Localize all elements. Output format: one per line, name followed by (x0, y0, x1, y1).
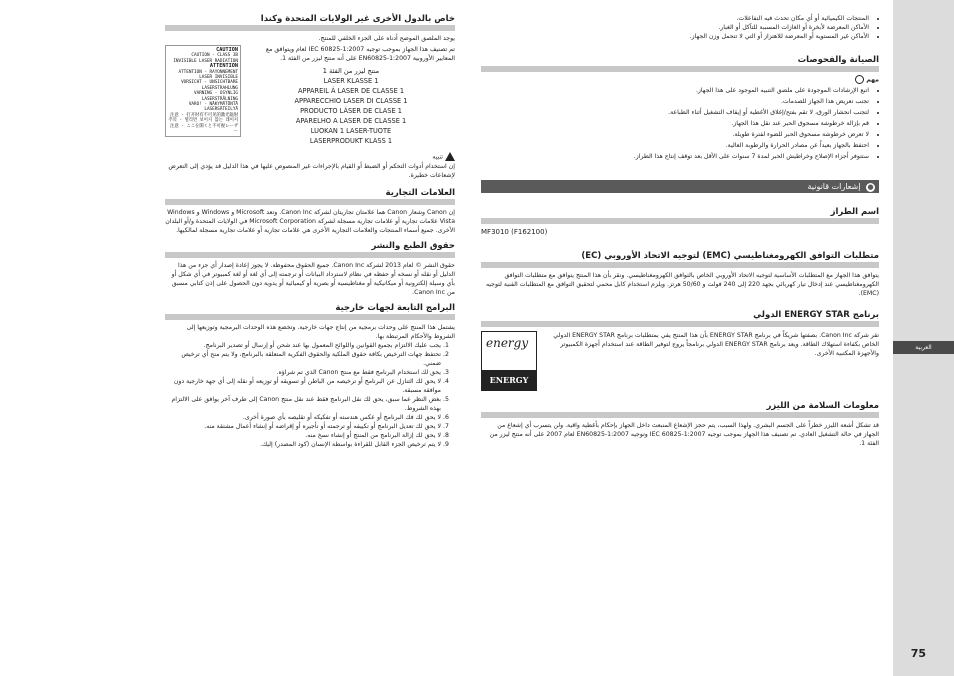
list-item: • الأماكن المعرضة لأبخرة أو الغازات المسببة للتآكل أو الغبار. (481, 23, 869, 32)
laser-class-item: منتج ليزر من الفئة 1 (322, 67, 380, 75)
model-value: MF3010 (F162100) (481, 227, 548, 236)
model-heading: اسم الطراز (830, 206, 879, 217)
laser-warning-label (165, 45, 241, 137)
energy-heading: برنامج ENERGY STAR الدولي (753, 309, 879, 320)
right-column (481, 14, 879, 448)
list-item: • تجنب تعريض هذا الجهاز للصدمات. (481, 96, 869, 107)
left-column (165, 14, 455, 449)
list-item: 3. يحق لك استخدام البرنامج فقط مع منتج Canon الذي تم شراؤه. (165, 368, 441, 377)
legal-notices-title: إشعارات قانونية (807, 181, 861, 191)
list-item: • قم بإزالة خرطوشة مسحوق الحبر عند نقل هذا الجهاز. (481, 118, 869, 129)
list-item: 8. لا يحق لك إزالة البرنامج من المنتج أو إنشاء نسخ منه. (165, 431, 441, 440)
list-item: • لا تعرض خرطوشة مسحوق الحبر للضوء لفترة طويلة. (481, 129, 869, 140)
thirdparty-intro: يشتمل هذا المنتج على وحدات برمجية من إنتاج جهات خارجية. وتخضع هذه الوحدات البرمجية وتوزيعها إلى الشروط والأحكام المرتبطة بها. (186, 323, 455, 340)
warning-block (165, 152, 455, 162)
laser-heading: خاص بالدول الأخرى غير الولايات المتحدة وكندا (260, 14, 455, 24)
list-item: 1. يجب عليك الالتزام بجميع القوانين واللوائح المعمول بها عند شحن أو إرسال أو تصدير البرنامج. (165, 341, 441, 350)
energy-star-logo (481, 331, 537, 405)
label-line: ATTENTION - RAYONNEMENT LASER INVISIBLE (178, 69, 238, 81)
section-rule (165, 25, 455, 31)
energy-text: تقر شركة Canon Inc. بصفتها شريكاً في برنامج ENERGY STAR بأن هذا المنتج يفي بمتطلبات برنامج ENERGY STAR الدولي الخاص بكفاءة استهلاك الطاقة. ويعد برنامج ENERGY STAR الدولي برنامجاً يروج لتوفير الطاقة عند استخدام أجهزة الكمبيوتر والأجهزة المكتبية الأخرى. (553, 331, 879, 357)
sidebar (893, 0, 954, 676)
top-bullets (481, 14, 879, 41)
label-line: 注意 - ここを開くと不可視レーザー (170, 123, 238, 135)
thirdparty-list (165, 341, 455, 449)
list-item: • احتفظ بالجهاز بعيداً عن مصادر الحرارة والرطوبة العالية. (481, 140, 869, 151)
label-line: VORSICHT - UNSICHTBARE LASERSTRAHLUNG (181, 80, 238, 91)
legal-notices-bar (481, 180, 879, 193)
list-item: 7. لا يحق لك تعديل البرنامج أو تكييفه أو ترجمته أو تأجيره أو إقراضه أو إنشاء أعمال مشتقة منه. (165, 422, 441, 431)
warning-text: إن استخدام أدوات التحكم أو الضبط أو القيام بالإجراءات غير المنصوص عليها في هذا الدليل قد يؤدي إلى التعرض لإشعاعات خطيرة. (168, 162, 455, 179)
label-line: CAUTION - CLASS 3B INVISIBLE LASER RADIATION (173, 53, 238, 64)
label-title: ATTENTION (209, 63, 238, 70)
list-item: 4. لا يحق لك التنازل عن البرنامج أو ترخيصه من الباطن أو تسويقه أو توزيعه أو نقله إلى أي جهة خارجية دون موافقة مسبقة. (165, 377, 441, 395)
label-title: CAUTION (216, 47, 238, 53)
section-rule (481, 66, 879, 72)
copyright-heading: حقوق الطبع والنشر (371, 240, 455, 251)
laser-text: تم تصنيف هذا الجهاز بموجب توجيه IEC 60825-1:2007 لعام ويتوافق مع المعايير الأوروبية EN60825-1:2007 على أنه منتج ليزر من الفئة 1. (265, 46, 455, 62)
emc-heading: متطلبات التوافق الكهرومغناطيسي (EMC) لتوجيه الاتحاد الأوروبي (EC) (581, 250, 879, 261)
info-icon: ● (867, 182, 874, 191)
list-item: 6. لا يحق لك فك البرنامج أو عكس هندسته أو تفكيكه أو تقليصه بأي صورة أخرى. (165, 413, 441, 422)
trademark-heading: العلامات التجارية (385, 187, 455, 198)
laser-class-item: APPARECCHIO LASER DI CLASSE 1 (294, 97, 408, 105)
list-item: 2. تحتفظ جهات الترخيص بكافة حقوق الملكية والحقوق الفكرية المتعلقة بالبرنامج، ولا يتم منح أي ترخيص ضمني. (165, 350, 441, 368)
laser-safety-heading: معلومات السلامة من الليزر (766, 400, 879, 411)
list-item: • ستتوفر أجزاء الإصلاح وخراطيش الحبر لمدة 7 سنوات على الأقل بعد توقف إنتاج هذا الطراز. (481, 151, 869, 162)
maintenance-bullets (481, 85, 879, 162)
copyright-text: حقوق النشر © لعام 2013 لشركة Canon Inc. جميع الحقوق محفوظة. لا يجوز إعادة إصدار أي جزء من هذا الدليل أو نقله أو نسخه أو حفظه في نظام لاسترداد البيانات أو ترجمته إلى أي لغة أو لغة كمبيوتر في أي شكل أو بأي وسيلة إلكترونية أو ميكانيكية أو مغناطيسية أو بصرية أو كيميائية أو يدوية دون الحصول على إذن كتابي مسبق من Canon Inc. (171, 261, 455, 296)
laser-class-item: APPAREIL À LASER DE CLASSE 1 (297, 87, 405, 95)
important-label (481, 75, 879, 85)
laser-class-item: LASERPRODUKT KLASS 1 (309, 137, 393, 145)
list-item: 5. بغض النظر عما سبق، يحق لك نقل البرنامج فقط عند نقل منتج Canon إلى طرف آخر يوافق على الالتزام بهذه الشروط. (165, 395, 441, 413)
thirdparty-heading: البرامج التابعة لجهات خارجية (335, 302, 455, 313)
important-icon (855, 75, 864, 84)
list-item: 9. لا يتم ترخيص الجزء القابل للقراءة بواسطة الإنسان (كود المصدر) إليك. (165, 440, 441, 449)
label-line: VARNING - OSYNLIG LASERSTRÅLNING (194, 91, 238, 102)
list-item: • المنتجات الكيميائية أو أي مكان تحدث فيه التفاعلات. (481, 14, 869, 23)
section-rule (481, 262, 879, 268)
label-line: 주의 - 열리면 보이지 않는 레이저 (168, 118, 238, 124)
laser-class-list (247, 66, 455, 146)
section-rule (165, 252, 455, 258)
warning-label: تنبيه (432, 153, 444, 161)
laser-class-item: APARELHO A LASER DE CLASSE 1 (295, 117, 407, 125)
laser-safety-text: قد تشكل أشعة الليزر خطراً على الجسم البشري. ولهذا السبب، يتم حجز الإشعاع المنبعث داخل الجهاز بإحكام بأغطية واقية. ولن يتسرب أي إشعاع من الجهاز في حالة التشغيل العادي. تم تصنيف هذا الجهاز بموجب توجيه IEC 60825-1:2007 وتوجيه EN60825-1:2007 لعام 2007 على أنه منتج ليزر من الفئة 1. (489, 421, 879, 447)
laser-intro: يوجد الملصق الموضح أدناه على الجزء الخلفي للمنتج. (318, 35, 455, 42)
energy-logo-text: ENERGY STAR (482, 370, 536, 390)
label-line: VARO! - NÄKYMÄTÖNTÄ LASERSÄTEILYÄ (188, 102, 238, 113)
trademark-text: إن Canon وشعار Canon هما علامتان تجاريتان لشركة Canon Inc. وتعد Microsoft و Windows و Windows Vista علامات تجارية أو علامات تجارية مسجلة لشركة Microsoft Corporation في الولايات المتحدة و/أو البلدان الأخرى. جميع أسماء المنتجات والعلامات التجارية الأخرى هي علامات تجارية أو علامات تجارية مسجلة لمالكيها. (165, 208, 455, 234)
list-item: • الأماكن غير المستوية أو المعرضة للاهتزاز أو التي لا تتحمل وزن الجهاز. (481, 32, 869, 41)
laser-class-item: LUOKAN 1 LASER-TUOTE (310, 127, 392, 135)
list-item: • لتجنب انحشار الورق، لا تقم بفتح/إغلاق الأغطية أو إيقاف التشغيل أثناء الطباعة. (481, 107, 869, 118)
section-rule (481, 218, 879, 224)
energy-logo-script: energy (486, 335, 529, 350)
laser-class-item: LASER KLASSE 1 (323, 77, 379, 85)
maintenance-heading: الصيانة والفحوصات (797, 55, 879, 65)
laser-class-item: PRODUCTO LÁSER DE CLASE 1 (300, 107, 402, 115)
list-item: • اتبع الإرشادات الموجودة على ملصق التنبيه الموجود على هذا الجهاز. (481, 85, 869, 96)
section-rule (481, 412, 879, 418)
section-rule (481, 321, 879, 327)
language-tab: العربية (893, 341, 954, 354)
warning-icon (445, 152, 455, 161)
section-rule (165, 314, 455, 320)
page-number: 75 (910, 647, 926, 660)
section-rule (165, 199, 455, 205)
emc-text: يتوافق هذا الجهاز مع المتطلبات الأساسية لتوجيه الاتحاد الأوروبي الخاص بالتوافق الكهرومغناطيسي. ونقر بأن هذا المنتج يتوافق مع متطلبات التوافق الكهرومغناطيسي عند إدخال تيار كهربائي بجهد 220 إلى 240 فولت و 50/60 هرتز. ويلزم استخدام كابل محمي لتحقيق التوافق مع المتطلبات الفنية لتوجيه (EMC). (485, 271, 879, 297)
label-line: 注意 - 打开时有不可见的激光辐射 (170, 112, 238, 118)
important-text: مهم (866, 76, 879, 84)
